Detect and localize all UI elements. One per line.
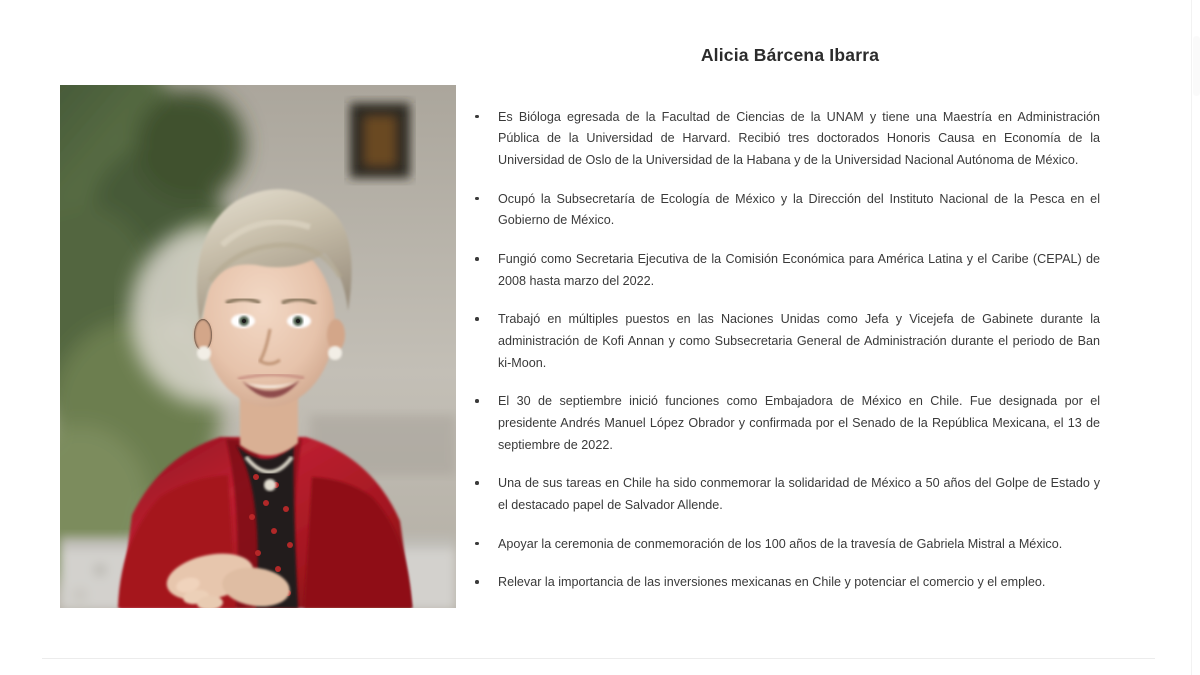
list-item-text: Una de sus tareas en Chile ha sido conmemorar la solidaridad de México a 50 años del Golpe de Estado y el destacado papel de Salvador Allende. <box>498 476 1100 512</box>
list-item-text: Ocupó la Subsecretaría de Ecología de México y la Dirección del Instituto Nacional de la Pesca en el Gobierno de México. <box>498 191 1100 228</box>
list-item <box>470 107 1100 172</box>
list-item-text: Es Bióloga egresada de la Facultad de Ciencias de la UNAM y tiene una Maestría en Administración Pública de la Universidad de Harvard. Recibió tres doctorados Honoris Causa en Economía de la Universidad de Oslo de la Universidad de la Habana y de la Universidad Nacional Autónoma de México. <box>498 109 1100 168</box>
vertical-scrollbar[interactable] <box>1191 0 1200 675</box>
bullet-dot-icon <box>475 542 479 546</box>
list-item <box>470 391 1100 456</box>
list-item-text: El 30 de septiembre inició funciones como Embajadora de México en Chile. Fue designada por el presidente Andrés Manuel López Obrador y confirmada por el Senado de la República Mexicana, el 13 de septiembre de 2022. <box>498 394 1100 452</box>
portrait-photo <box>60 85 456 608</box>
bullet-dot-icon <box>475 317 479 321</box>
list-item <box>470 534 1100 556</box>
list-item-text: Relevar la importancia de las inversiones mexicanas en Chile y potenciar el comercio y el empleo. <box>498 575 1046 590</box>
content-column <box>470 44 1110 594</box>
biography-bullet-list <box>470 107 1100 594</box>
list-item <box>470 309 1100 374</box>
list-item <box>470 189 1100 232</box>
bullet-dot-icon <box>475 115 479 119</box>
bullet-dot-icon <box>475 197 479 201</box>
portrait-illustration <box>60 85 456 608</box>
bullet-dot-icon <box>475 481 479 485</box>
page-title: Alicia Bárcena Ibarra <box>700 45 880 65</box>
list-item-text: Apoyar la ceremonia de conmemoración de los 100 años de la travesía de Gabriela Mistral a México. <box>498 536 1063 551</box>
scrollbar-thumb[interactable] <box>1193 36 1200 96</box>
list-item-text: Fungió como Secretaria Ejecutiva de la Comisión Económica para América Latina y el Caribe (CEPAL) de 2008 hasta marzo del 2022. <box>498 252 1100 288</box>
bullet-dot-icon <box>475 580 479 584</box>
list-item <box>470 249 1100 292</box>
bullet-dot-icon <box>475 399 479 403</box>
list-item <box>470 572 1100 594</box>
portrait-column <box>60 85 456 608</box>
section-divider <box>42 658 1155 659</box>
bullet-dot-icon <box>475 257 479 261</box>
list-item-text: Trabajó en múltiples puestos en las Naciones Unidas como Jefa y Vicejefa de Gabinete durante la administración de Kofi Annan y como Subsecretaria General de Administración durante el periodo de Ban ki-Moon. <box>498 312 1100 370</box>
list-item <box>470 473 1100 516</box>
